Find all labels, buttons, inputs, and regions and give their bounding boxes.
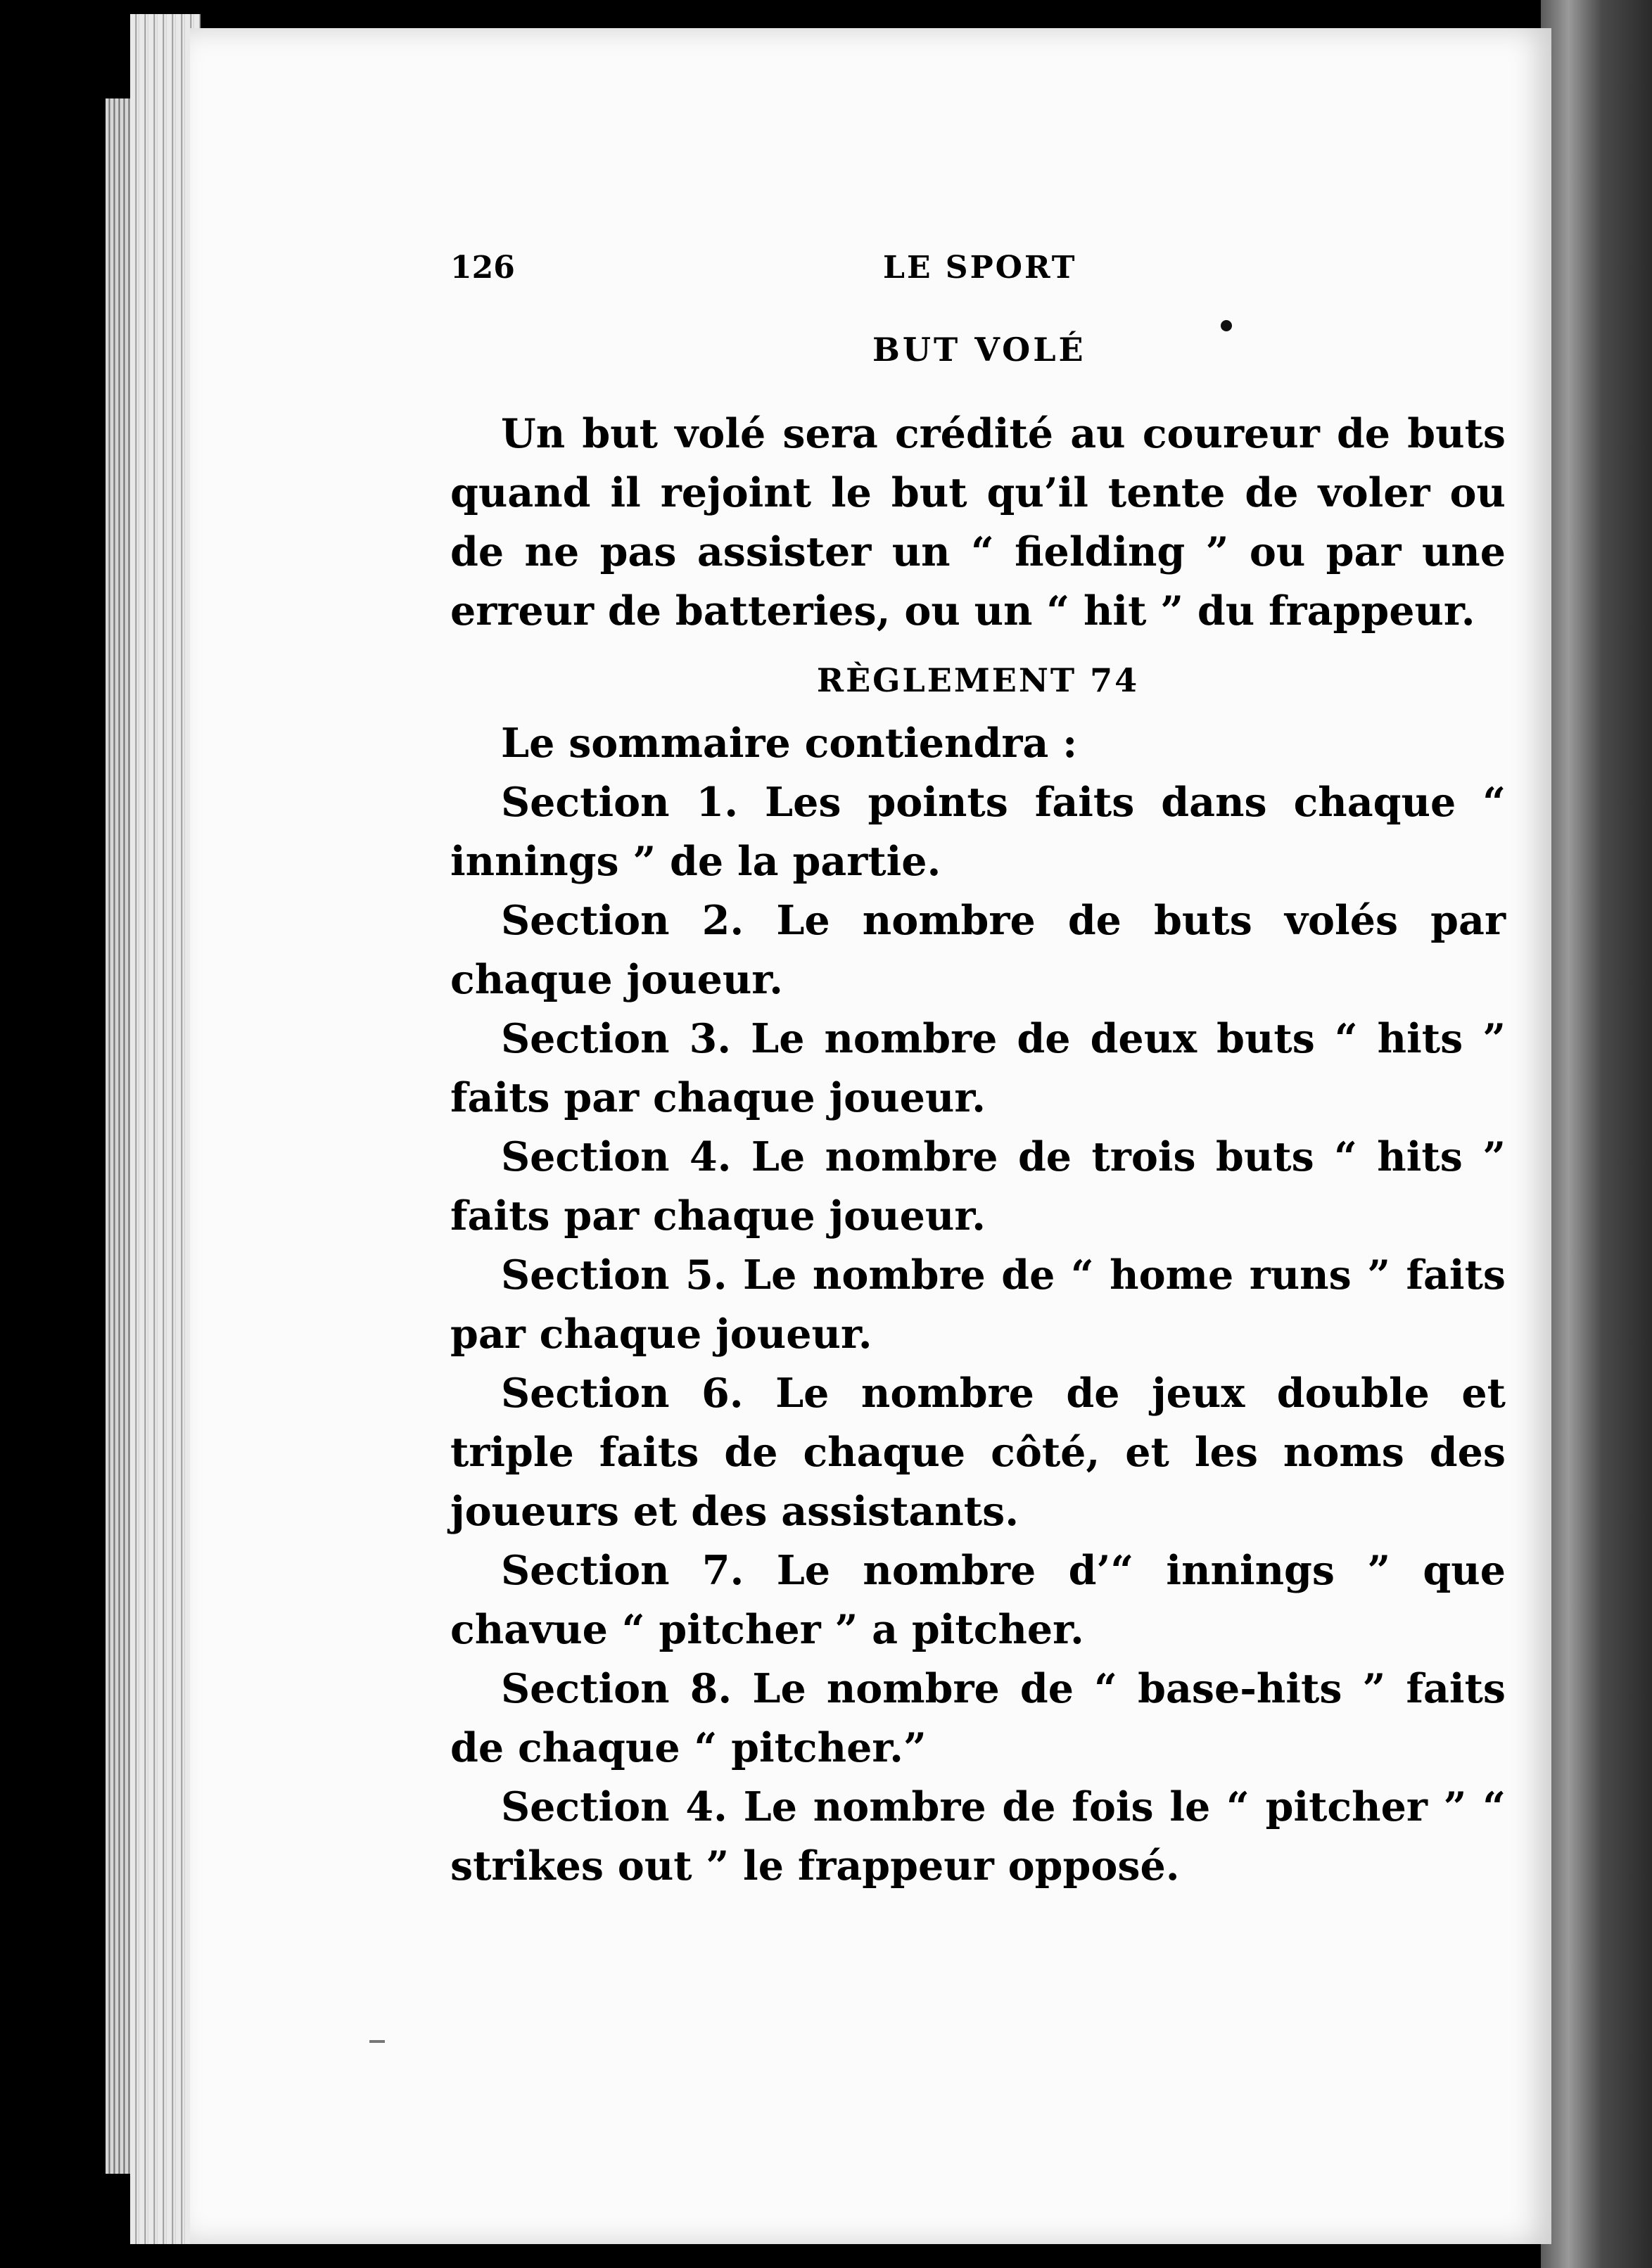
ink-speck-lower [369, 2040, 385, 2043]
section-item: Section 2. Le nombre de buts volés par chaque joueur. [450, 897, 1506, 1003]
section-item: Section 8. Le nombre de “ base-hits ” faits de chaque “ pitcher.” [450, 1665, 1506, 1771]
body-text [450, 404, 1506, 1896]
running-header [0, 250, 1652, 292]
section-item: Section 1. Les points faits dans chaque “ innings ” de la partie. [450, 779, 1506, 885]
section-item: Section 4. Le nombre de fois le “ pitcher ” “ strikes out ” le frappeur opposé. [450, 1783, 1506, 1890]
section-item: Section 7. Le nombre d’“ innings ” que chavue “ pitcher ” a pitcher. [450, 1547, 1506, 1653]
section-item: Section 6. Le nombre de jeux double et triple faits de chaque côté, et les noms des joueurs et des assistants. [450, 1370, 1506, 1535]
running-title: LE SPORT [883, 250, 1077, 286]
section-item: Section 3. Le nombre de deux buts “ hits ” faits par chaque joueur. [450, 1015, 1506, 1121]
ink-speck [1221, 320, 1232, 331]
page-number: 126 [450, 250, 515, 286]
rule-heading: RÈGLEMENT 74 [816, 661, 1140, 699]
page-stack-edge-outer [106, 98, 134, 2174]
section-item: Section 5. Le nombre de “ home runs ” faits par chaque joueur. [450, 1251, 1506, 1358]
paragraph-but-vole: Un but volé sera crédité au coureur de buts quand il rejoint le but qu’il tente de voler ou de ne pas assister un “ fielding ” ou par une erreur de batteries, ou un “ hit ” du frappeur. [450, 410, 1506, 635]
section-item: Section 4. Le nombre de trois buts “ hits ” faits par chaque joueur. [450, 1133, 1506, 1240]
intro-line: Le sommaire contiendra : [501, 720, 1078, 767]
section-title: BUT VOLÉ [872, 331, 1086, 369]
binding-gutter [1541, 0, 1652, 2268]
